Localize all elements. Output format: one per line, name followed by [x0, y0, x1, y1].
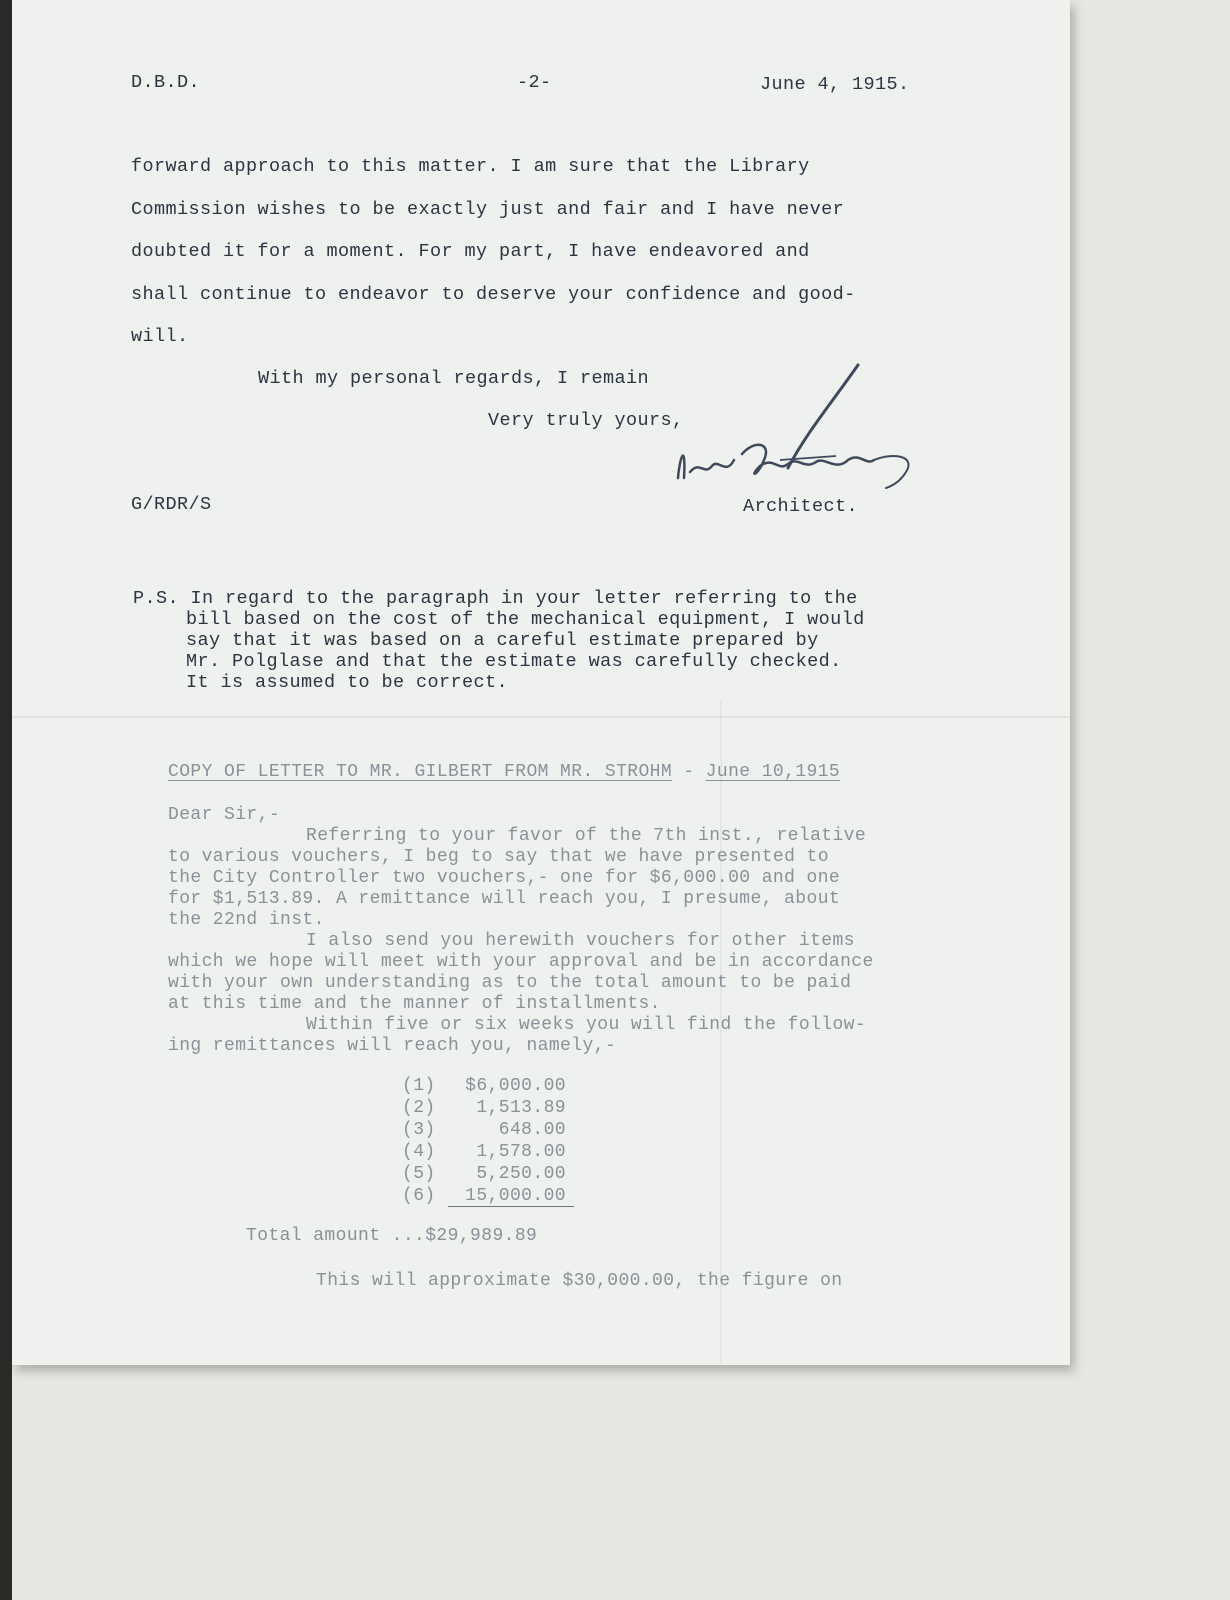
- remittance-amount: 15,000.00: [465, 1186, 566, 1206]
- postscript-line: bill based on the cost of the mechanical equipment, I would: [186, 609, 865, 630]
- remittance-amount: 5,250.00: [476, 1164, 566, 1184]
- remittance-number: (2): [402, 1098, 436, 1118]
- reference-initials: G/RDR/S: [131, 494, 212, 515]
- header-date: June 4, 1915.: [760, 74, 910, 95]
- copy-heading-date: June 10,1915: [705, 762, 841, 782]
- remittance-amount: 1,513.89: [476, 1098, 566, 1118]
- header-initials: D.B.D.: [131, 72, 201, 93]
- sum-underline: [448, 1206, 574, 1207]
- copy-salutation: Dear Sir,-: [168, 805, 281, 825]
- postscript-line: say that it was based on a careful estimate prepared by: [186, 630, 819, 651]
- signer-title: Architect.: [743, 496, 859, 517]
- copy-heading: [168, 762, 840, 782]
- body-line: shall continue to endeavor to deserve your confidence and good-: [131, 284, 856, 305]
- copy-line: with your own understanding as to the total amount to be paid: [168, 973, 852, 993]
- remittance-number: (4): [402, 1142, 436, 1162]
- remittance-row: [402, 1186, 566, 1206]
- copy-line: ing remittances will reach you, namely,-: [168, 1036, 617, 1056]
- body-line: doubted it for a moment. For my part, I have endeavored and: [131, 241, 810, 262]
- closing-line: Very truly yours,: [488, 410, 684, 431]
- signature-image: [660, 360, 930, 500]
- copy-line: to various vouchers, I beg to say that we have presented to: [168, 847, 829, 867]
- copy-line: Within five or six weeks you will find the follow-: [306, 1015, 867, 1035]
- regards-line: With my personal regards, I remain: [258, 368, 650, 389]
- body-line: Commission wishes to be exactly just and fair and I have never: [131, 199, 845, 220]
- copy-line: the City Controller two vouchers,- one for $6,000.00 and one: [168, 868, 841, 888]
- remittance-number: (5): [402, 1164, 436, 1184]
- page-number: -2-: [517, 72, 552, 93]
- copy-line: the 22nd inst.: [168, 910, 325, 930]
- remittance-number: (6): [402, 1186, 436, 1206]
- copy-line: at this time and the manner of installments.: [168, 994, 661, 1014]
- copy-heading-separator: -: [672, 762, 706, 782]
- copy-line: for $1,513.89. A remittance will reach you, I presume, about: [168, 889, 841, 909]
- remittance-number: (3): [402, 1120, 436, 1140]
- copy-line: which we hope will meet with your approval and be in accordance: [168, 952, 874, 972]
- remittance-row: [402, 1164, 566, 1184]
- total-amount: Total amount ...$29,989.89: [246, 1226, 538, 1246]
- body-line: will.: [131, 326, 189, 347]
- final-line: This will approximate $30,000.00, the figure on: [316, 1271, 843, 1291]
- copy-line: I also send you herewith vouchers for other items: [306, 931, 855, 951]
- remittance-row: [402, 1098, 566, 1118]
- remittance-number: (1): [402, 1076, 436, 1096]
- postscript-line: P.S. In regard to the paragraph in your letter referring to the: [133, 588, 858, 609]
- copy-heading-title: COPY OF LETTER TO MR. GILBERT FROM MR. STROHM: [168, 762, 673, 782]
- scan-edge: [0, 0, 12, 1600]
- copy-line: Referring to your favor of the 7th inst., relative: [306, 826, 867, 846]
- postscript-line: It is assumed to be correct.: [186, 672, 509, 693]
- postscript-line: Mr. Polglase and that the estimate was carefully checked.: [186, 651, 842, 672]
- remittance-row: [402, 1142, 566, 1162]
- remittance-row: [402, 1076, 566, 1096]
- remittance-row: [402, 1120, 566, 1140]
- remittance-amount: 1,578.00: [476, 1142, 566, 1162]
- remittance-amount: $6,000.00: [465, 1076, 566, 1096]
- fold-line: [12, 716, 1070, 718]
- body-line: forward approach to this matter. I am sure that the Library: [131, 156, 810, 177]
- remittance-amount: 648.00: [498, 1120, 566, 1140]
